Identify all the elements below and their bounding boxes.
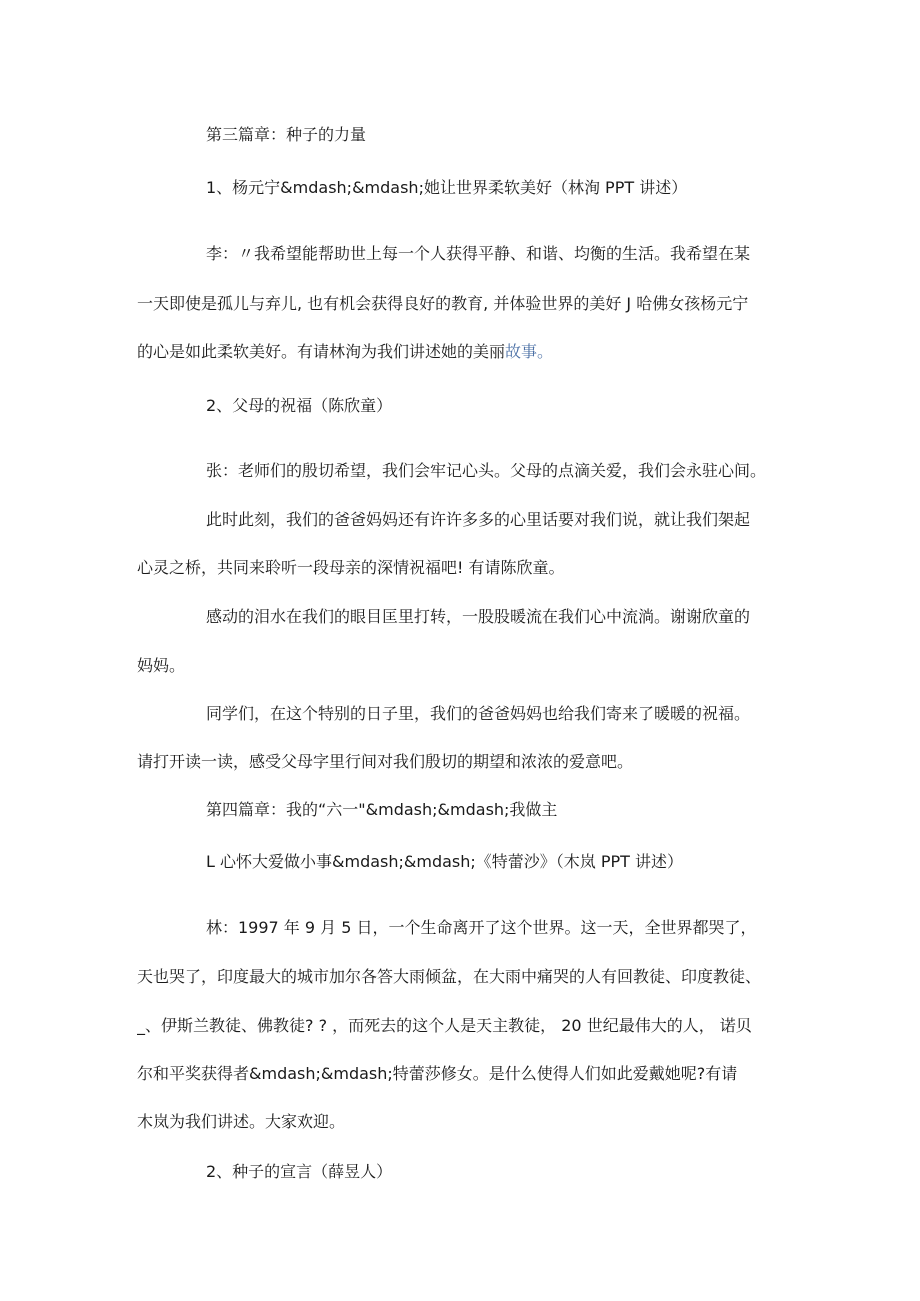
paragraph-tears-line-2: 妈妈。 [137,656,186,675]
chapter-4-heading: 第四篇章：我的“六一"&mdash;&mdash;我做主 [206,800,558,819]
paragraph-lin-line-4: 尔和平奖获得者&mdash;&mdash;特蕾莎修女。是什么使得人们如此爱戴她呢?有请 [137,1064,738,1083]
section-2-heading: 2、父母的祝福（陈欣童） [206,396,393,415]
section-2-seed-heading: 2、种子的宣言（薛昱人） [206,1162,393,1181]
paragraph-li-line-3-text: 的心是如此柔软美好。有请林洵为我们讲述她的美丽 [137,342,506,361]
section-l-heading: L 心怀大爱做小事&mdash;&mdash;《特蕾沙》（木岚 PPT 讲述） [206,852,684,871]
paragraph-lin-line-1: 林：1997 年 9 月 5 日，一个生命离开了这个世界。这一天，全世界都哭了， [206,918,757,937]
section-1-heading: 1、杨元宁&mdash;&mdash;她让世界柔软美好（林洵 PPT 讲述） [206,178,688,197]
paragraph-lin-line-5: 木岚为我们讲述。大家欢迎。 [137,1112,346,1131]
paragraph-lin-line-2: 天也哭了，印度最大的城市加尔各答大雨倾盆，在大雨中痛哭的人有回教徒、印度教徒、 [137,967,762,986]
paragraph-li-line-1: 李：〃我希望能帮助世上每一个人获得平静、和谐、均衡的生活。我希望在某 [206,244,751,263]
paragraph-classmates-line-2: 请打开读一读，感受父母字里行间对我们殷切的期望和浓浓的爱意吧。 [137,752,634,771]
paragraph-classmates-line-1: 同学们，在这个特别的日子里，我们的爸爸妈妈也给我们寄来了暖暖的祝福。 [206,704,751,723]
paragraph-moment-line-1: 此时此刻，我们的爸爸妈妈还有许许多多的心里话要对我们说，就让我们架起 [206,510,751,529]
story-link[interactable]: 故事。 [505,342,554,361]
chapter-3-heading: 第三篇章：种子的力量 [206,125,367,144]
paragraph-zhang-line-1: 张：老师们的殷切希望，我们会牢记心头。父母的点滴关爱，我们会永驻心间。 [206,461,767,480]
paragraph-tears-line-1: 感动的泪水在我们的眼目匡里打转，一股股暖流在我们心中流淌。谢谢欣童的 [206,607,751,626]
paragraph-lin-line-3: _、伊斯兰教徒、佛教徒? ? ，而死去的这个人是天主教徒， 20 世纪最伟大的人， 诺贝 [137,1016,752,1035]
paragraph-li-line-3 [137,341,797,363]
paragraph-li-line-2: 一天即使是孤儿与弃儿, 也有机会获得良好的教育, 并体验世界的美好 J 哈佛女孩杨元宁 [137,294,749,313]
paragraph-moment-line-2: 心灵之桥，共同来聆听一段母亲的深情祝福吧! 有请陈欣童。 [137,558,565,577]
